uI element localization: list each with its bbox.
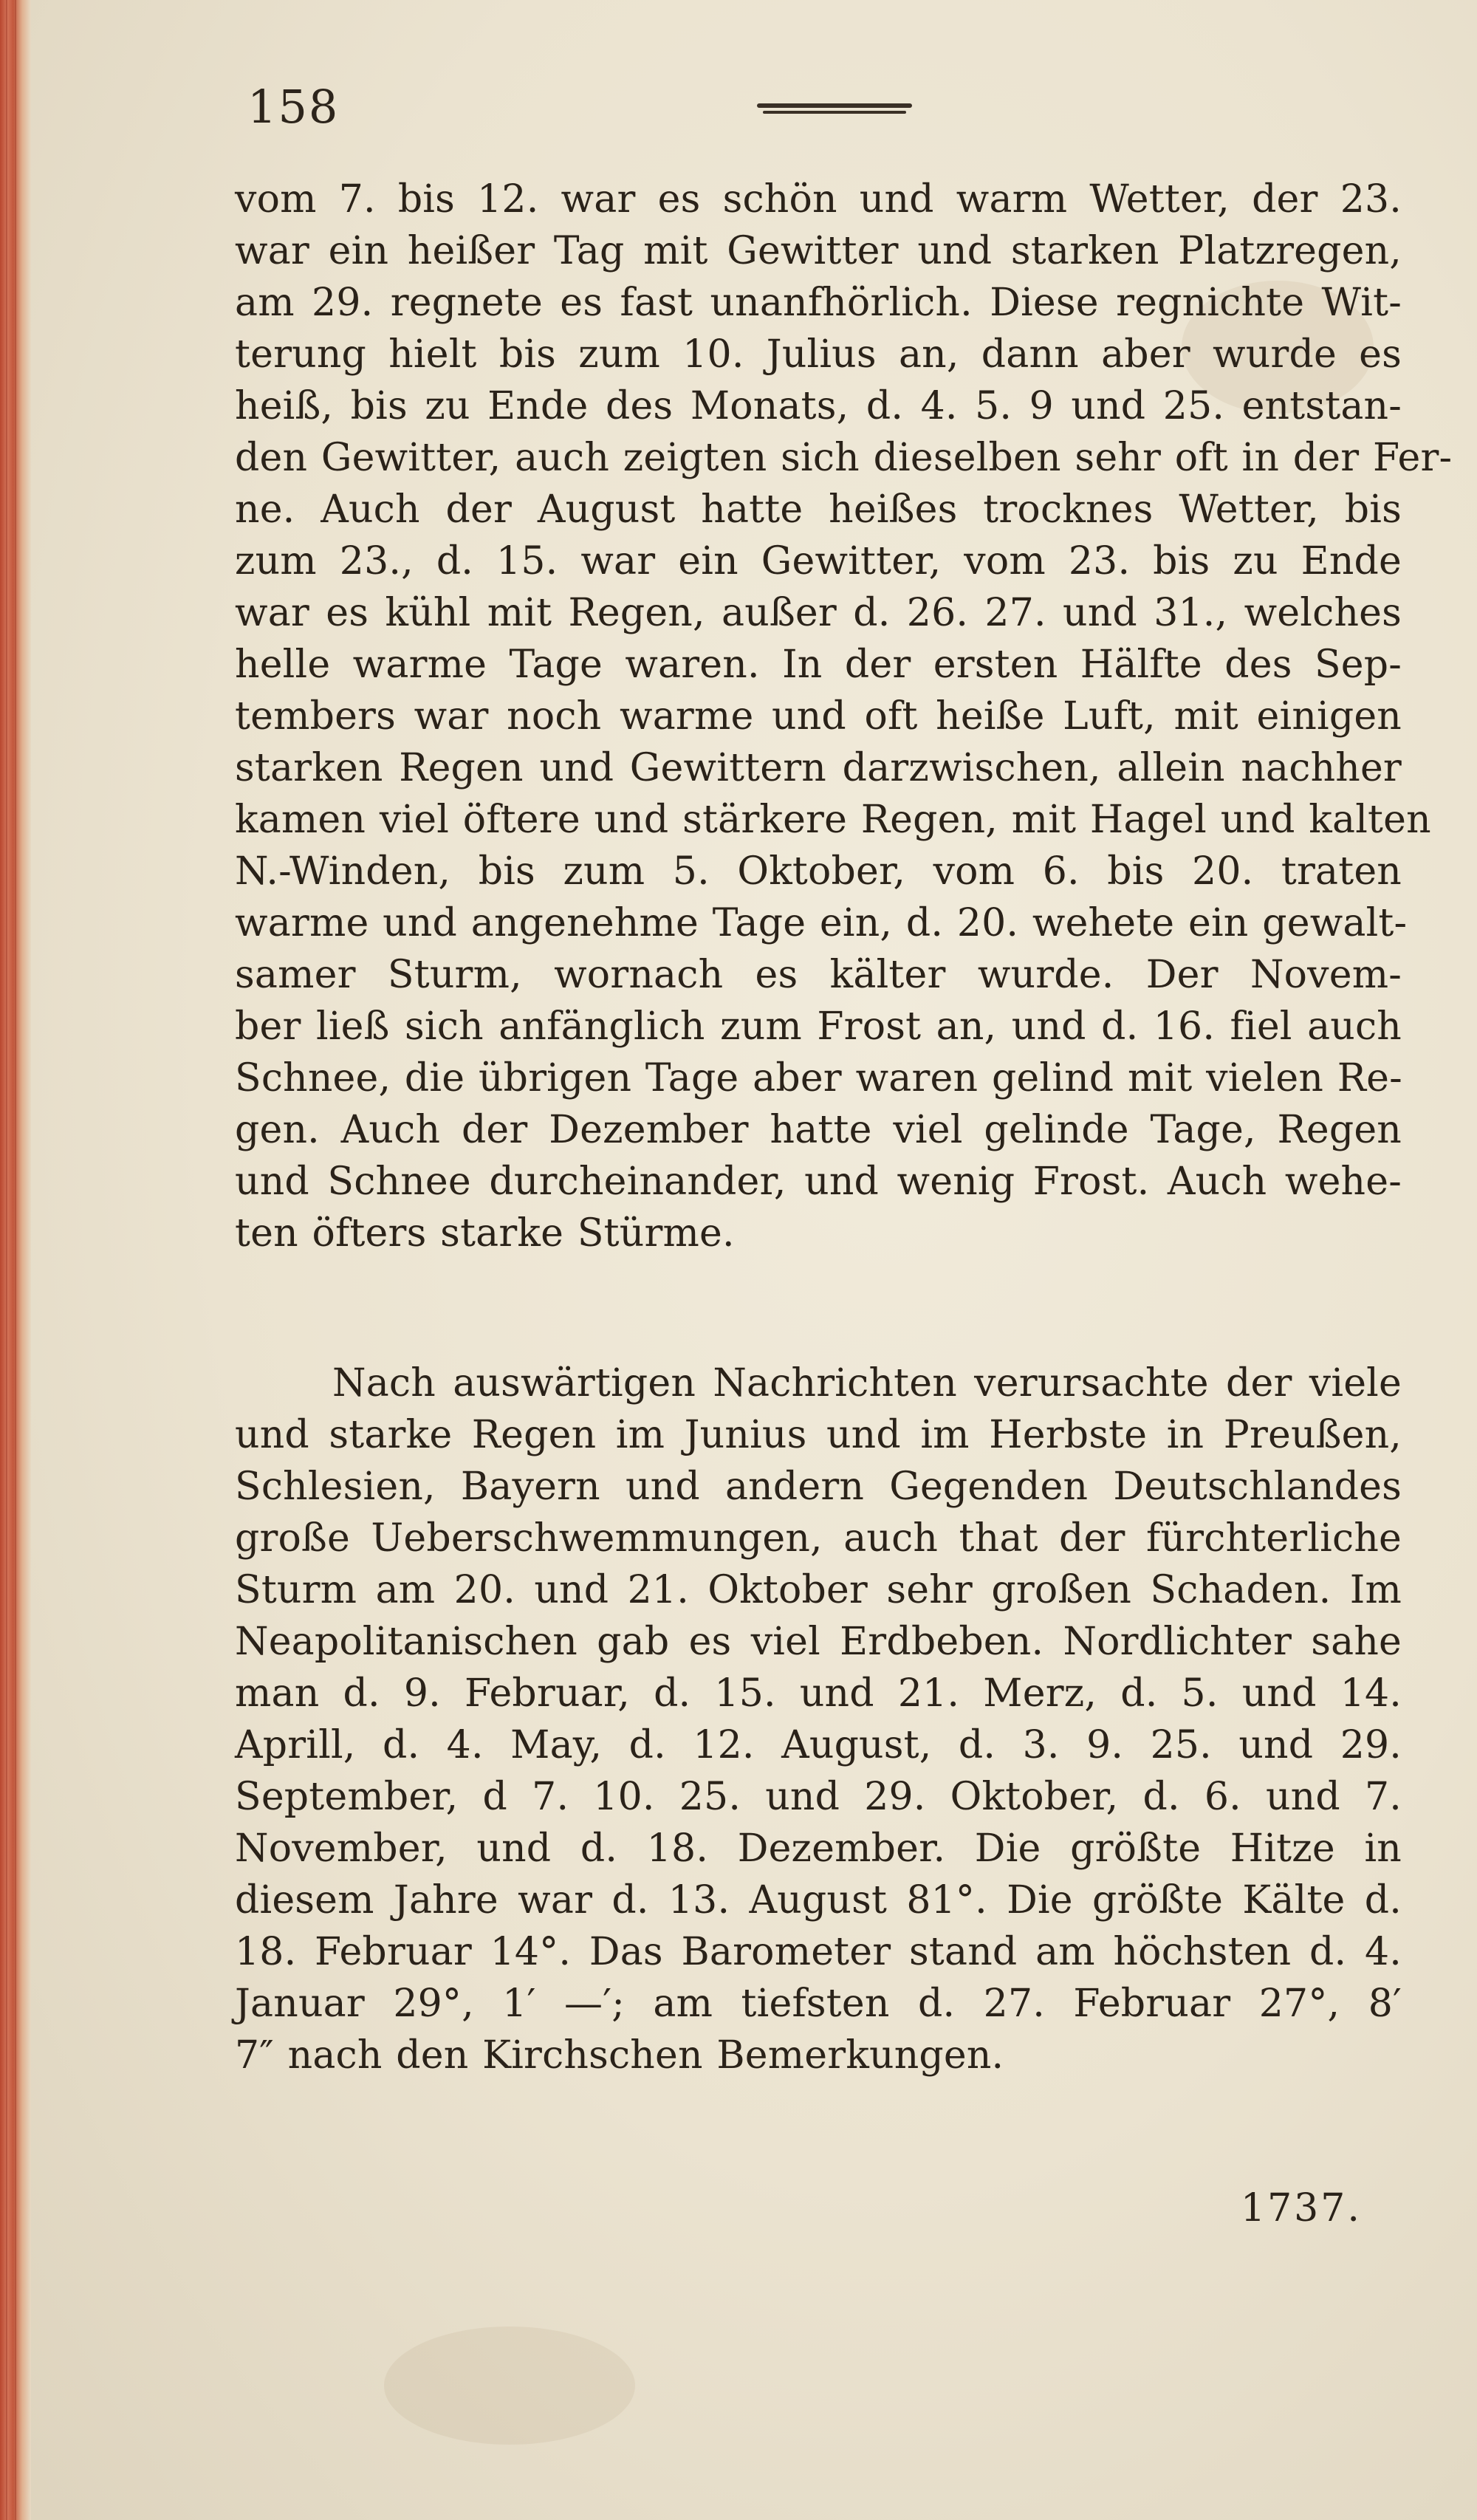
text-line: tembers war noch warme und oft heiße Luft, mit einigen — [235, 694, 1402, 739]
text-line: N.-Winden, bis zum 5. Oktober, vom 6. bis 20. traten — [235, 849, 1402, 894]
text-line: Aprill, d. 4. May, d. 12. August, d. 3. 9. 25. und 29. — [235, 1723, 1402, 1767]
text-line: zum 23., d. 15. war ein Gewitter, vom 23. bis zu Ende — [235, 539, 1402, 583]
text-line: 18. Februar 14°. Das Barometer stand am höchsten d. 4. — [235, 1930, 1402, 1974]
text-line: samer Sturm, wornach es kälter wurde. Der Novem- — [235, 953, 1402, 997]
catchword: 1737. — [1241, 2186, 1362, 2230]
text-line: Schlesien, Bayern und andern Gegenden Deutschlandes — [235, 1465, 1402, 1509]
text-line: November, und d. 18. Dezember. Die größte Hitze in — [235, 1826, 1402, 1871]
text-line: große Ueberschwemmungen, auch that der fürchterliche — [235, 1516, 1402, 1561]
paragraph-foreign-news — [235, 1357, 1402, 2081]
header-rule-ornament — [757, 103, 912, 120]
text-line: heiß, bis zu Ende des Monats, d. 4. 5. 9 und 25. entstan- — [235, 384, 1402, 428]
text-line: man d. 9. Februar, d. 15. und 21. Merz, d. 5. und 14. — [235, 1671, 1402, 1716]
text-line: Sturm am 20. und 21. Oktober sehr großen Schaden. Im — [235, 1568, 1402, 1612]
text-line: vom 7. bis 12. war es schön und warm Wetter, der 23. — [235, 177, 1402, 222]
text-line: gen. Auch der Dezember hatte viel gelinde Tage, Regen — [235, 1108, 1402, 1152]
header-rule-bar — [757, 103, 912, 108]
text-line: ber ließ sich anfänglich zum Frost an, und d. 16. fiel auch — [235, 1004, 1402, 1049]
page-edge-line — [6, 0, 7, 2520]
text-line: kamen viel öftere und stärkere Regen, mit Hagel und kalten — [235, 798, 1431, 842]
text-line: war ein heißer Tag mit Gewitter und starken Platzregen, — [235, 229, 1402, 273]
text-line: starken Regen und Gewittern darzwischen, allein nachher — [235, 746, 1402, 790]
text-line: Schnee, die übrigen Tage aber waren gelind mit vielen Re- — [235, 1056, 1402, 1100]
text-line: helle warme Tage waren. In der ersten Hälfte des Sep- — [235, 643, 1402, 687]
page-number: 158 — [247, 80, 340, 134]
text-line: 7″ nach den Kirchschen Bemerkungen. — [235, 2033, 1004, 2078]
text-line: und starke Regen im Junius und im Herbste in Preußen, — [235, 1413, 1402, 1457]
text-line: am 29. regnete es fast unanfhörlich. Diese regnichte Wit- — [235, 281, 1402, 325]
paper-stain — [384, 2326, 635, 2445]
text-line: Nach auswärtigen Nachrichten verursachte der viele — [332, 1361, 1402, 1405]
header-rule-bar — [763, 111, 906, 114]
text-line: ne. Auch der August hatte heißes trocknes Wetter, bis — [235, 487, 1402, 532]
text-line: September, d 7. 10. 25. und 29. Oktober, d. 6. und 7. — [235, 1775, 1402, 1819]
text-line: den Gewitter, auch zeigten sich dieselben sehr oft in der Fer- — [235, 436, 1453, 480]
text-line: Neapolitanischen gab es viel Erdbeben. Nordlichter sahe — [235, 1620, 1402, 1664]
text-line: Januar 29°, 1′ —′; am tiefsten d. 27. Februar 27°, 8′ — [235, 1982, 1402, 2026]
page-edge-line — [15, 0, 16, 2520]
text-line: warme und angenehme Tage ein, d. 20. wehete ein gewalt- — [235, 901, 1408, 945]
text-line: terung hielt bis zum 10. Julius an, dann aber wurde es — [235, 332, 1402, 377]
text-line: und Schnee durcheinander, und wenig Frost. Auch wehe- — [235, 1160, 1402, 1204]
text-line: diesem Jahre war d. 13. August 81°. Die größte Kälte d. — [235, 1878, 1402, 1922]
text-line: war es kühl mit Regen, außer d. 26. 27. und 31., welches — [235, 591, 1402, 635]
text-line: ten öfters starke Stürme. — [235, 1211, 735, 1256]
paragraph-weather-report — [235, 174, 1453, 1259]
